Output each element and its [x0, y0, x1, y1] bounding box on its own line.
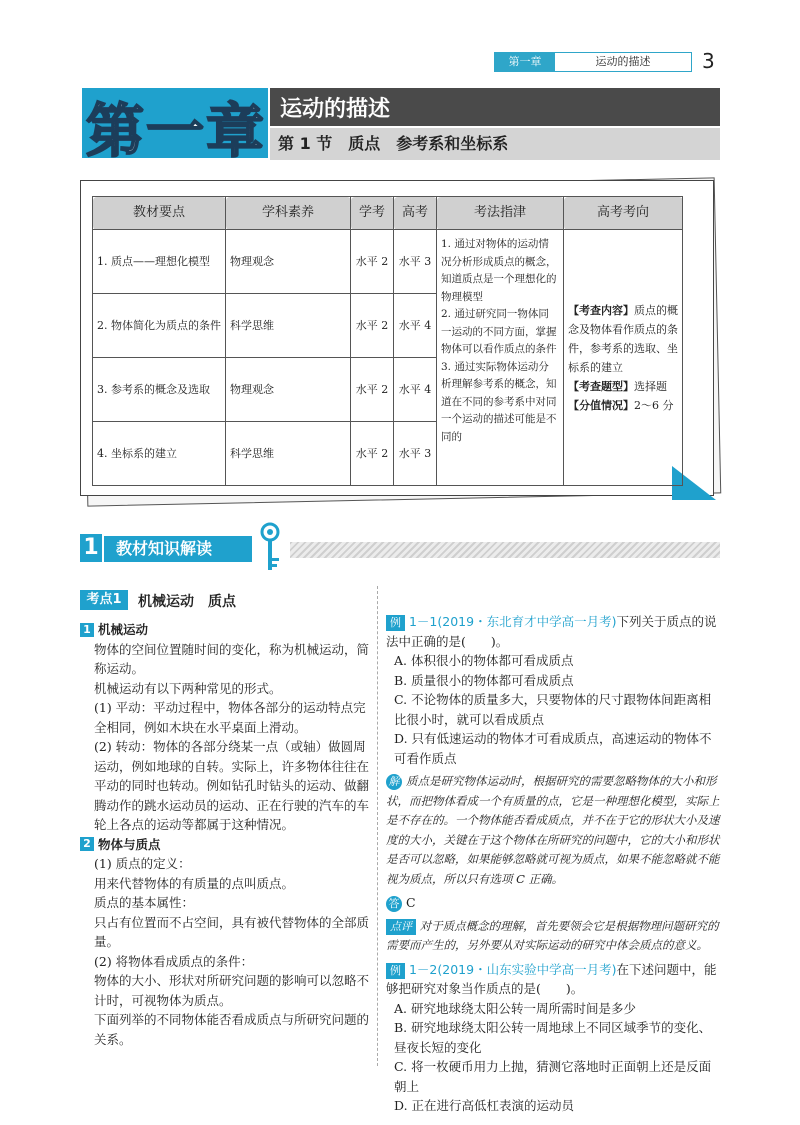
method-item: 1. 通过对物体的运动情况分析形成质点的概念，知道质点是一个理想化的物理模型 — [441, 238, 557, 303]
comment-tag: 点评 — [386, 919, 416, 935]
table-cell: 水平 2 — [351, 230, 394, 294]
table-cell: 水平 4 — [394, 294, 437, 358]
right-column — [386, 612, 720, 1116]
chapter-title: 第一章 — [86, 97, 267, 165]
comment — [386, 917, 720, 956]
chapter-subtitle: 运动的描述 — [280, 97, 391, 122]
table-cell: 水平 2 — [351, 358, 394, 422]
subheading-text: 机械运动 — [98, 622, 149, 637]
direction-content-label: 【考查内容】 — [568, 303, 634, 317]
table-header: 考法指津 — [437, 197, 564, 230]
table-header: 高考考向 — [564, 197, 683, 230]
example-tag: 例 — [386, 963, 405, 979]
method-cell — [437, 230, 564, 486]
direction-cell — [564, 230, 683, 486]
table-header: 教材要点 — [93, 197, 226, 230]
direction-content: 质点的概念及物体看作质点的条件，参考系的选取、坐标系的建立 — [568, 303, 678, 374]
table-cell: 科学思维 — [226, 294, 351, 358]
running-header — [494, 52, 692, 72]
option: D. 只有低速运动的物体才可看成质点，高速运动的物体不可看作质点 — [394, 731, 712, 766]
section-number: 1 — [80, 534, 102, 562]
method-item: 3. 通过实际物体运动分析理解参考系的概念，知道在不同的参考系中对同一个运动的描述可能是不同的 — [441, 360, 557, 443]
answer — [386, 893, 720, 913]
header-section-tag: 运动的描述 — [595, 55, 651, 68]
option: B. 质量很小的物体都可看成质点 — [394, 672, 574, 688]
section-title: 第 1 节 质点 参考系和坐标系 — [278, 134, 509, 153]
paragraph: (1) 质点的定义： — [94, 856, 191, 871]
paragraph: 机械运动有以下两种常见的形式。 — [94, 680, 282, 696]
example-tag: 例 — [386, 615, 405, 631]
table-cell: 水平 3 — [394, 230, 437, 294]
solution — [386, 772, 720, 889]
paragraph: 用来代替物体的有质量的点叫质点。 — [94, 875, 295, 891]
example-question: 在下述问题中，能够把研究对象当作质点的是( )。 — [386, 961, 717, 996]
paragraph: 只占有位置而不占空间，具有被代替物体的全部质量。 — [94, 914, 370, 949]
example-source: 1－1(2019・东北育才中学高一月考) — [408, 614, 617, 629]
direction-score: 2～6 分 — [634, 398, 674, 412]
left-column — [80, 620, 370, 1049]
table-cell: 物理观念 — [226, 358, 351, 422]
table-cell: 4. 坐标系的建立 — [93, 422, 226, 486]
requirements-table — [92, 196, 683, 486]
direction-score-label: 【分值情况】 — [568, 398, 634, 412]
subheading-number: 1 — [80, 623, 94, 637]
subheading-text: 物体与质点 — [98, 836, 161, 852]
option: D. 正在进行高低杠表演的运动员 — [394, 1098, 575, 1113]
option: C. 不论物体的质量多大，只要物体的尺寸跟物体间距离相比很小时，就可以看成质点 — [394, 692, 712, 727]
subheading — [80, 620, 370, 640]
key-icon — [254, 522, 286, 574]
kaodian-title: 机械运动 质点 — [138, 594, 236, 610]
table-header: 高考 — [394, 197, 437, 230]
section-heading: 教材知识解读 — [104, 536, 252, 562]
table-header-row — [93, 197, 683, 230]
table-cell: 水平 4 — [394, 358, 437, 422]
option: A. 研究地球绕太阳公转一周所需时间是多少 — [394, 1000, 636, 1016]
table-cell: 水平 2 — [351, 294, 394, 358]
subheading-number: 2 — [80, 837, 94, 851]
example-source: 1－2(2019・山东实验中学高一月考) — [408, 961, 617, 977]
page-number: 3 — [702, 49, 715, 73]
paragraph: (2) 将物体看成质点的条件： — [94, 953, 254, 969]
table-header: 学科素养 — [226, 197, 351, 230]
example-2 — [386, 960, 720, 999]
paragraph: 物体的大小、形状对所研究问题的影响可以忽略不计时，可视物体为质点。 — [94, 973, 370, 1008]
answer-icon: 答 — [386, 896, 402, 912]
table-cell: 水平 3 — [394, 422, 437, 486]
direction-type-label: 【考查题型】 — [568, 379, 634, 393]
paragraph: 物体的空间位置随时间的变化，称为机械运动，简称运动。 — [94, 641, 370, 676]
solution-text: 质点是研究物体运动时，根据研究的需要忽略物体的大小和形状，而把物体看成一个有质量的点，它是一种理想化模型，实际上是不存在的。一个物体能否看成质点，并不在于它的形状大小及速度的大小，关键在于这个物体在所研究的问题中，它的大小和形状是否可以忽略，如果能够忽略就可视为质点，如果不能忽略就不能视为质点，所以只有选项 C 正确。 — [386, 774, 720, 886]
method-item: 2. 通过研究同一物体同一运动的不同方面，掌握物体可以看作质点的条件 — [441, 308, 557, 355]
paragraph: (1) 平动：平动过程中，物体各部分的运动特点完全相同，例如木块在水平桌面上滑动。 — [94, 700, 366, 735]
table-cell: 科学思维 — [226, 422, 351, 486]
example-options — [386, 999, 720, 1116]
subheading — [80, 835, 370, 855]
section-stripe — [290, 542, 720, 558]
option: A. 体积很小的物体都可看成质点 — [394, 653, 574, 668]
table-cell: 3. 参考系的概念及选取 — [93, 358, 226, 422]
table-cell: 2. 物体简化为质点的条件 — [93, 294, 226, 358]
paragraph: 质点的基本属性： — [94, 895, 195, 910]
example-1 — [386, 612, 720, 651]
table-cell: 水平 2 — [351, 422, 394, 486]
direction-type: 选择题 — [634, 379, 667, 393]
column-divider — [377, 586, 378, 1066]
paragraph: (2) 转动：物体的各部分绕某一点（或轴）做圆周运动，例如地球的自转。实际上，许多物体往往在平动的同时也转动。例如钻孔时钻头的运动、做翻腾动作的跳水运动员的运动、正在行驶的汽车的车轮上各点的运动等都属于这种情况。 — [94, 739, 370, 832]
table-row — [93, 230, 683, 294]
kaodian-label: 考点1 — [80, 590, 128, 610]
header-chapter-tag: 第一章 — [495, 53, 555, 71]
paragraph: 下面列举的不同物体能否看成质点与所研究问题的关系。 — [94, 1012, 370, 1047]
table-cell: 物理观念 — [226, 230, 351, 294]
table-header: 学考 — [351, 197, 394, 230]
answer-text: C — [406, 895, 416, 910]
table-cell: 1. 质点——理想化模型 — [93, 230, 226, 294]
example-question: 下列关于质点的说法中正确的是( )。 — [386, 614, 717, 649]
solution-icon: 解 — [386, 774, 402, 790]
comment-text: 对于质点概念的理解，首先要领会它是根据物理问题研究的需要而产生的，另外要从对实际运动的研究中体会质点的意义。 — [386, 918, 719, 952]
option: B. 研究地球绕太阳公转一周地球上不同区域季节的变化、昼夜长短的变化 — [394, 1020, 712, 1055]
example-options — [386, 651, 720, 768]
option: C. 将一枚硬币用力上抛，猜测它落地时正面朝上还是反面朝上 — [394, 1059, 712, 1094]
